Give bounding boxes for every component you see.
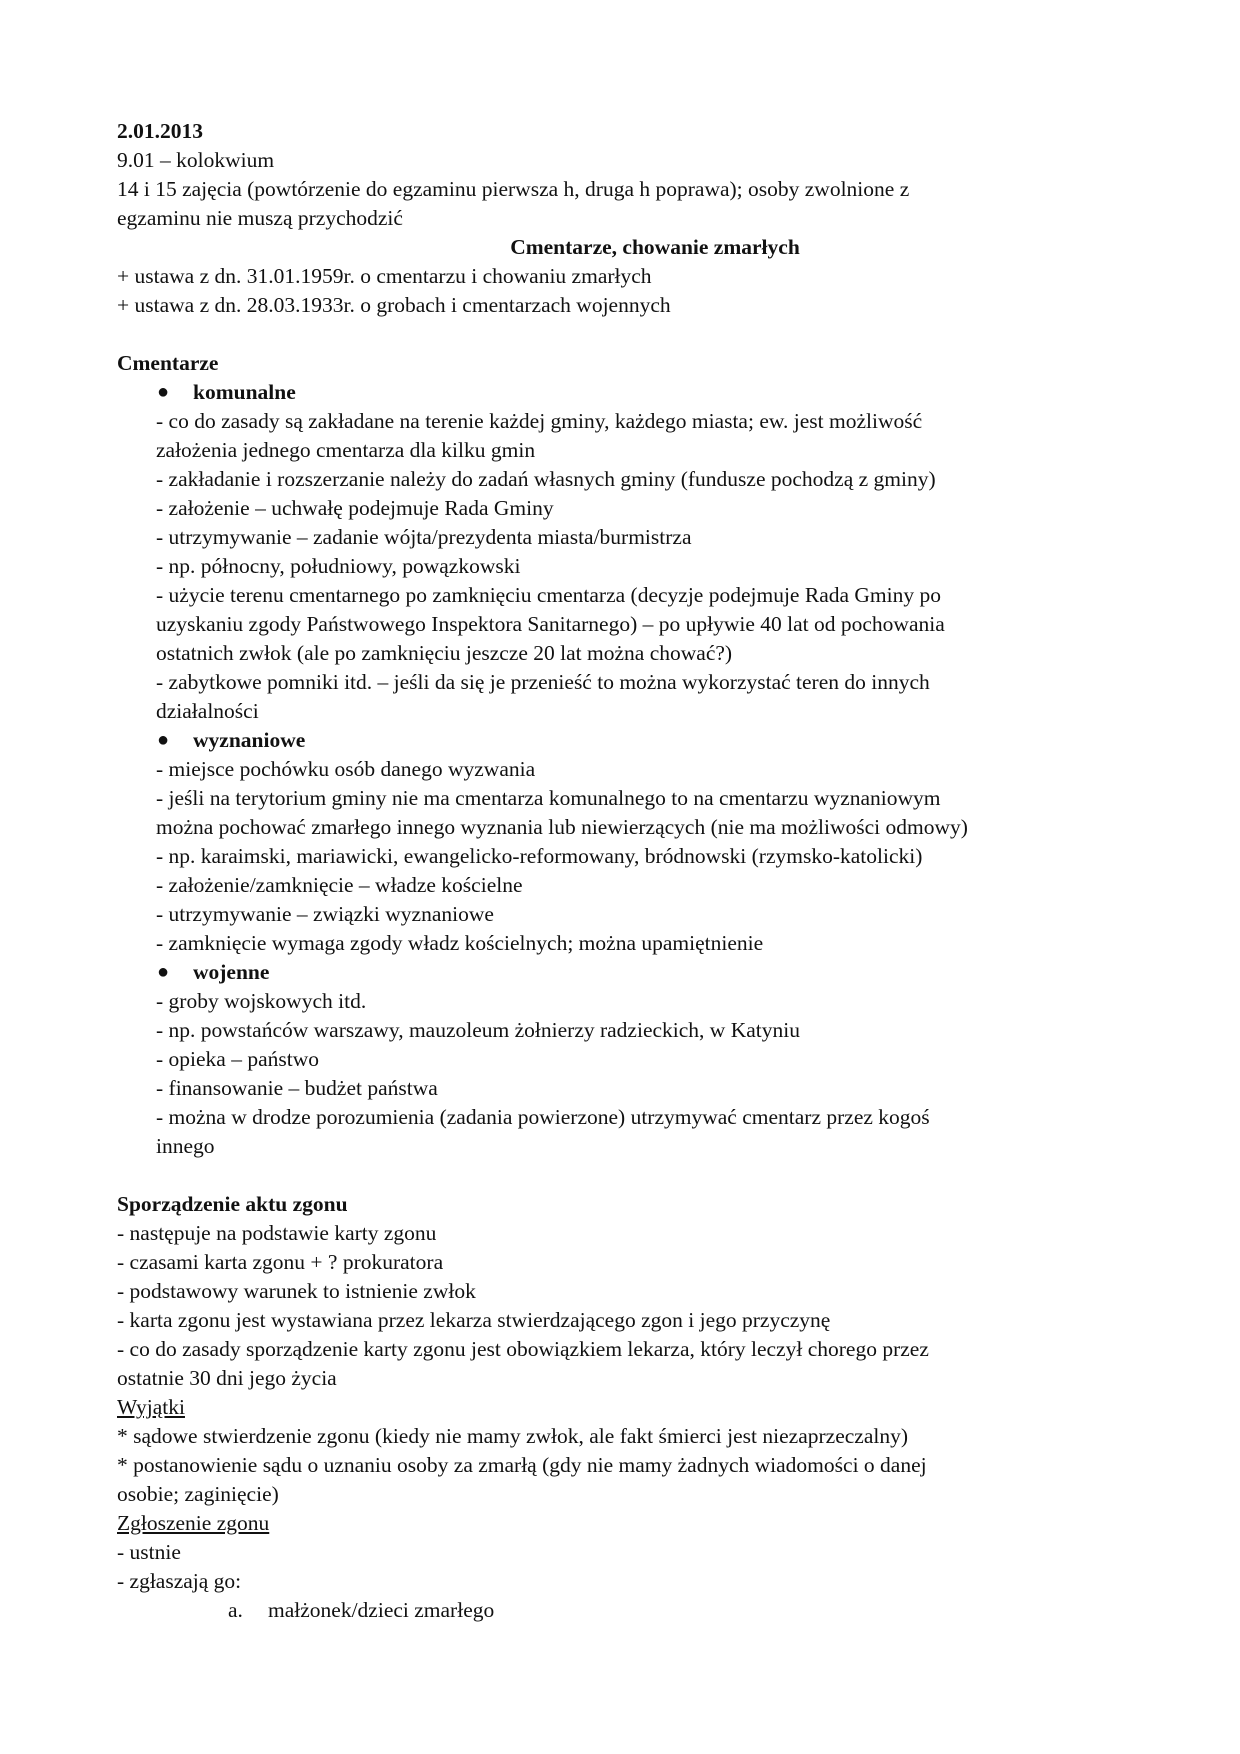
line-text: - utrzymywanie – związki wyznaniowe: [156, 902, 494, 926]
line-text: - podstawowy warunek to istnienie zwłok: [117, 1279, 476, 1303]
line-text: wyznaniowe: [193, 728, 306, 752]
text-line: [0, 871, 1240, 900]
line-text: - założenie – uchwałę podejmuje Rada Gminy: [156, 496, 554, 520]
bullet-icon: ●: [157, 729, 170, 751]
text-line: [0, 581, 1240, 610]
section-heading: [0, 1190, 1240, 1219]
text-line: [0, 523, 1240, 552]
text-line: [0, 755, 1240, 784]
line-text: - następuje na podstawie karty zgonu: [117, 1221, 437, 1245]
line-text: ostatnie 30 dni jego życia: [117, 1366, 337, 1390]
line-text: * sądowe stwierdzenie zgonu (kiedy nie mamy zwłok, ale fakt śmierci jest niezaprzeczalny): [117, 1424, 908, 1448]
text-line: [0, 146, 1240, 175]
subheading: [0, 1509, 1240, 1538]
line-text: 2.01.2013: [117, 119, 203, 143]
line-text: + ustawa z dn. 31.01.1959r. o cmentarzu i chowaniu zmarłych: [117, 264, 652, 288]
text-line: [0, 1567, 1240, 1596]
text-line: [0, 1306, 1240, 1335]
text-line: [0, 175, 1240, 204]
text-line: [0, 1364, 1240, 1393]
document-title: [0, 233, 1240, 262]
line-text: Cmentarze: [117, 351, 219, 375]
bullet-icon: ●: [157, 381, 170, 403]
line-text: * postanowienie sądu o uznaniu osoby za zmarłą (gdy nie mamy żadnych wiadomości o danej: [117, 1453, 927, 1477]
text-line: [0, 1016, 1240, 1045]
text-line: [0, 552, 1240, 581]
bullet-item: [0, 726, 1240, 755]
text-line: [0, 1422, 1240, 1451]
text-line: [0, 494, 1240, 523]
bullet-item: [0, 958, 1240, 987]
line-text: 14 i 15 zajęcia (powtórzenie do egzaminu pierwsza h, druga h poprawa); osoby zwolnione z: [117, 177, 910, 201]
line-text: Wyjątki: [117, 1395, 185, 1419]
text-line: [0, 465, 1240, 494]
text-line: [0, 1248, 1240, 1277]
line-text: - użycie terenu cmentarnego po zamknięciu cmentarza (decyzje podejmuje Rada Gminy po: [156, 583, 942, 607]
line-text: - finansowanie – budżet państwa: [156, 1076, 438, 1100]
line-text: uzyskaniu zgody Państwowego Inspektora Sanitarnego) – po upływie 40 lat od pochowania: [156, 612, 945, 636]
text-line: [0, 1132, 1240, 1161]
text-line: [0, 1103, 1240, 1132]
line-text: - czasami karta zgonu + ? prokuratora: [117, 1250, 444, 1274]
text-line: [0, 1335, 1240, 1364]
text-line: [0, 1074, 1240, 1103]
text-line: [0, 900, 1240, 929]
line-text: - karta zgonu jest wystawiana przez lekarza stwierdzającego zgon i jego przyczynę: [117, 1308, 831, 1332]
line-text: + ustawa z dn. 28.03.1933r. o grobach i cmentarzach wojennych: [117, 293, 671, 317]
text-line: [0, 1480, 1240, 1509]
text-line: [0, 262, 1240, 291]
text-line: [0, 407, 1240, 436]
text-line: [0, 668, 1240, 697]
bullet-icon: ●: [157, 961, 170, 983]
line-text: - miejsce pochówku osób danego wyzwania: [156, 757, 536, 781]
text-line: [0, 1219, 1240, 1248]
section-heading: [0, 349, 1240, 378]
line-text: można pochować zmarłego innego wyznania lub niewierzących (nie ma możliwości odmowy): [156, 815, 968, 839]
line-text: - np. północny, południowy, powązkowski: [156, 554, 521, 578]
line-text: egzaminu nie muszą przychodzić: [117, 206, 403, 230]
text-line: [0, 813, 1240, 842]
text-line: [0, 1045, 1240, 1074]
line-text: ostatnich zwłok (ale po zamknięciu jeszcze 20 lat można chować?): [156, 641, 733, 665]
bullet-item: [0, 378, 1240, 407]
line-text: - można w drodze porozumienia (zadania powierzone) utrzymywać cmentarz przez kogoś: [156, 1105, 930, 1129]
text-line: [0, 697, 1240, 726]
document-page: [0, 117, 1240, 1625]
line-text: - założenie/zamknięcie – władze kościelne: [156, 873, 523, 897]
line-text: Cmentarze, chowanie zmarłych: [510, 235, 800, 259]
line-text: komunalne: [193, 380, 296, 404]
text-line: [0, 842, 1240, 871]
line-text: - zakładanie i rozszerzanie należy do zadań własnych gminy (fundusze pochodzą z gminy): [156, 467, 936, 491]
blank-line: [0, 320, 1240, 349]
line-text: osobie; zaginięcie): [117, 1482, 279, 1506]
line-text: - jeśli na terytorium gminy nie ma cmentarza komunalnego to na cmentarzu wyznaniowym: [156, 786, 941, 810]
line-text: założenia jednego cmentarza dla kilku gmin: [156, 438, 536, 462]
line-text: - opieka – państwo: [156, 1047, 320, 1071]
subheading: [0, 1393, 1240, 1422]
line-text: - ustnie: [117, 1540, 181, 1564]
section-heading: [0, 117, 1240, 146]
text-line: [0, 204, 1240, 233]
text-line: [0, 610, 1240, 639]
line-text: - zamknięcie wymaga zgody władz kościelnych; można upamiętnienie: [156, 931, 764, 955]
line-text: - np. karaimski, mariawicki, ewangelicko-reformowany, bródnowski (rzymsko-katolicki): [156, 844, 923, 868]
line-text: wojenne: [193, 960, 270, 984]
text-line: [0, 929, 1240, 958]
line-text: małżonek/dzieci zmarłego: [268, 1598, 495, 1622]
blank-line: [0, 1161, 1240, 1190]
text-line: [0, 784, 1240, 813]
line-text: 9.01 – kolokwium: [117, 148, 275, 172]
text-line: [0, 1451, 1240, 1480]
line-text: innego: [156, 1134, 215, 1158]
text-line: [0, 291, 1240, 320]
line-text: - np. powstańców warszawy, mauzoleum żołnierzy radzieckich, w Katyniu: [156, 1018, 800, 1042]
text-line: [0, 436, 1240, 465]
text-line: [0, 1538, 1240, 1567]
line-text: działalności: [156, 699, 259, 723]
text-line: [0, 1277, 1240, 1306]
list-marker: a.: [228, 1598, 243, 1622]
line-text: - zabytkowe pomniki itd. – jeśli da się je przenieść to można wykorzystać teren do innych: [156, 670, 930, 694]
line-text: Zgłoszenie zgonu: [117, 1511, 270, 1535]
text-line: [0, 987, 1240, 1016]
line-text: - co do zasady sporządzenie karty zgonu jest obowiązkiem lekarza, który leczył chorego przez: [117, 1337, 929, 1361]
line-text: - utrzymywanie – zadanie wójta/prezydenta miasta/burmistrza: [156, 525, 692, 549]
line-text: - groby wojskowych itd.: [156, 989, 367, 1013]
list-item: [0, 1596, 1240, 1625]
line-text: - co do zasady są zakładane na terenie każdej gminy, każdego miasta; ew. jest możliwość: [156, 409, 923, 433]
line-text: - zgłaszają go:: [117, 1569, 242, 1593]
text-line: [0, 639, 1240, 668]
line-text: Sporządzenie aktu zgonu: [117, 1192, 348, 1216]
